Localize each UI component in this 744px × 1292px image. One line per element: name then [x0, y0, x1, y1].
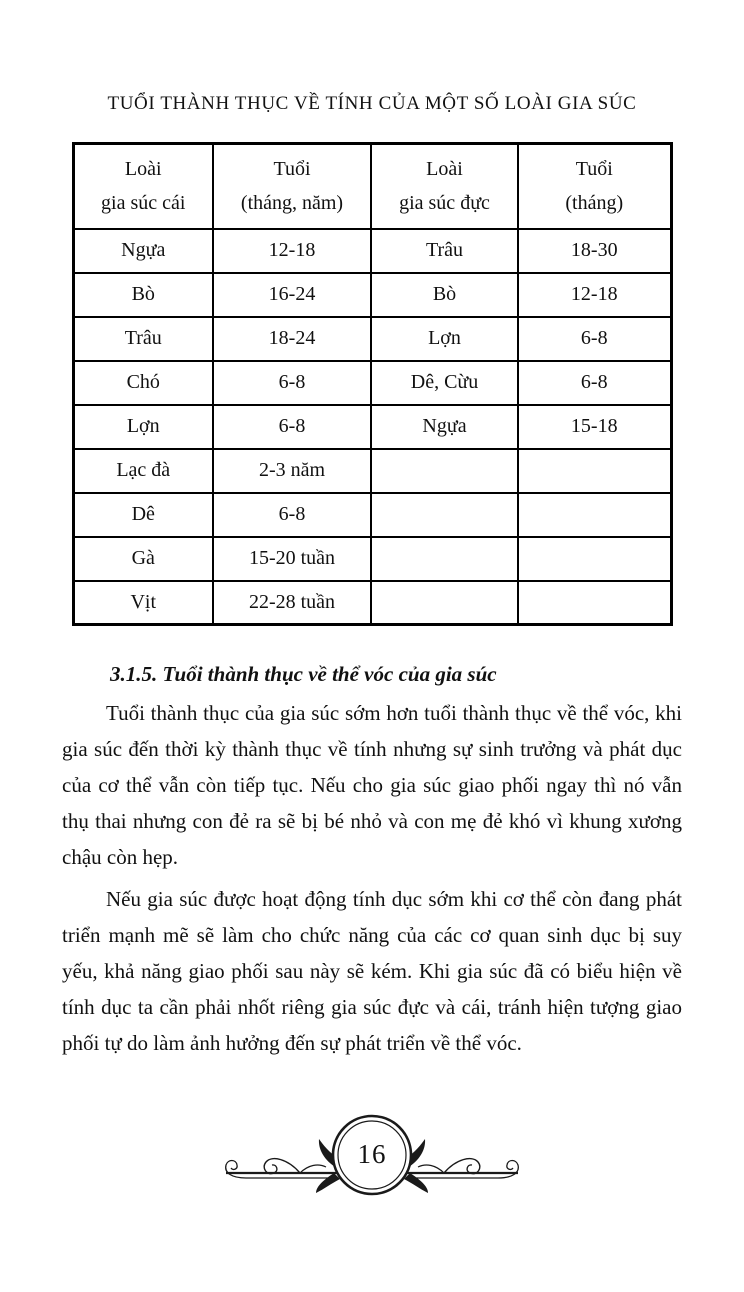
table-cell: Lợn — [73, 405, 213, 449]
page-title: TUỔI THÀNH THỤC VỀ TÍNH CỦA MỘT SỐ LOÀI GIA SÚC — [107, 93, 637, 114]
table-cell: Ngựa — [73, 229, 213, 273]
header-line: Tuổi — [273, 158, 311, 181]
table-cell — [518, 449, 671, 493]
header-line: Loài — [124, 158, 162, 181]
table-header-row — [73, 144, 671, 229]
table-cell — [518, 581, 671, 625]
table-cell: Vịt — [73, 581, 213, 625]
body-paragraph: Nếu gia súc được hoạt động tính dục sớm khi cơ thể còn đang phát triển mạnh mẽ sẽ làm cho chức năng của các cơ quan sinh dục bị suy yếu, khả năng giao phối sau này sẽ kém. Khi gia súc đã có biểu hiện về tính dục ta cần phải nhốt riêng gia súc đực và cái, tránh hiện tượng giao phối tự do làm ảnh hưởng đến sự phát triển về thể vóc. — [62, 887, 682, 1055]
table-cell — [371, 537, 518, 581]
header-line: (tháng, năm) — [240, 192, 344, 215]
page-number: 16 — [357, 1139, 387, 1169]
body-paragraph: Tuổi thành thục của gia súc sớm hơn tuổi thành thục về thể vóc, khi gia súc đến thời kỳ thành thục về tính nhưng sự sinh trưởng và phát dục của cơ thể vẫn còn tiếp tục. Nếu cho gia súc giao phối ngay thì nó vẫn thụ thai nhưng con đẻ ra sẽ bị bé nhỏ và con mẹ đẻ khó vì khung xương chậu còn hẹp. — [62, 701, 682, 869]
table-cell: 16-24 — [213, 273, 371, 317]
table-cell: 6-8 — [213, 361, 371, 405]
table-cell: 6-8 — [518, 361, 671, 405]
table-row — [73, 361, 671, 405]
maturity-table — [72, 142, 673, 626]
table-row — [73, 405, 671, 449]
table-cell: Bò — [73, 273, 213, 317]
table-cell: Lạc đà — [73, 449, 213, 493]
table-cell: Dê — [73, 493, 213, 537]
table-cell — [371, 493, 518, 537]
table-cell: 15-18 — [518, 405, 671, 449]
table-row — [73, 317, 671, 361]
table-cell: Chó — [73, 361, 213, 405]
table-cell: 18-30 — [518, 229, 671, 273]
table-row — [73, 449, 671, 493]
table-row — [73, 537, 671, 581]
table-row — [73, 493, 671, 537]
table-cell: Ngựa — [371, 405, 518, 449]
table-row — [73, 581, 671, 625]
table-cell: 12-18 — [213, 229, 371, 273]
table-row — [73, 273, 671, 317]
table-row — [73, 229, 671, 273]
table-cell: Bò — [371, 273, 518, 317]
table-cell: 6-8 — [213, 493, 371, 537]
table-cell: 12-18 — [518, 273, 671, 317]
header-line: Loài — [426, 158, 463, 181]
table-cell: 6-8 — [518, 317, 671, 361]
header-male-age — [518, 144, 671, 229]
table-cell: 22-28 tuần — [213, 581, 371, 625]
table-cell — [518, 537, 671, 581]
table-cell: 15-20 tuần — [213, 537, 371, 581]
table-cell: Dê, Cừu — [371, 361, 518, 405]
table-cell: 6-8 — [213, 405, 371, 449]
table-cell: Lợn — [371, 317, 518, 361]
table-cell: Gà — [73, 537, 213, 581]
header-male-species — [371, 144, 518, 229]
table-cell — [371, 581, 518, 625]
section-heading: 3.1.5. Tuổi thành thục về thể vóc của gia súc — [110, 662, 497, 686]
header-line: Tuổi — [575, 158, 613, 181]
table-cell: 18-24 — [213, 317, 371, 361]
table-cell — [518, 493, 671, 537]
table-cell — [371, 449, 518, 493]
page-number-ornament — [222, 1111, 522, 1207]
table-cell: Trâu — [371, 229, 518, 273]
header-line: (tháng) — [565, 192, 624, 215]
header-female-species — [73, 144, 213, 229]
header-female-age — [213, 144, 371, 229]
header-line: gia súc đực — [399, 192, 490, 215]
table-cell: Trâu — [73, 317, 213, 361]
header-line: gia súc cái — [101, 192, 186, 215]
table-cell: 2-3 năm — [213, 449, 371, 493]
